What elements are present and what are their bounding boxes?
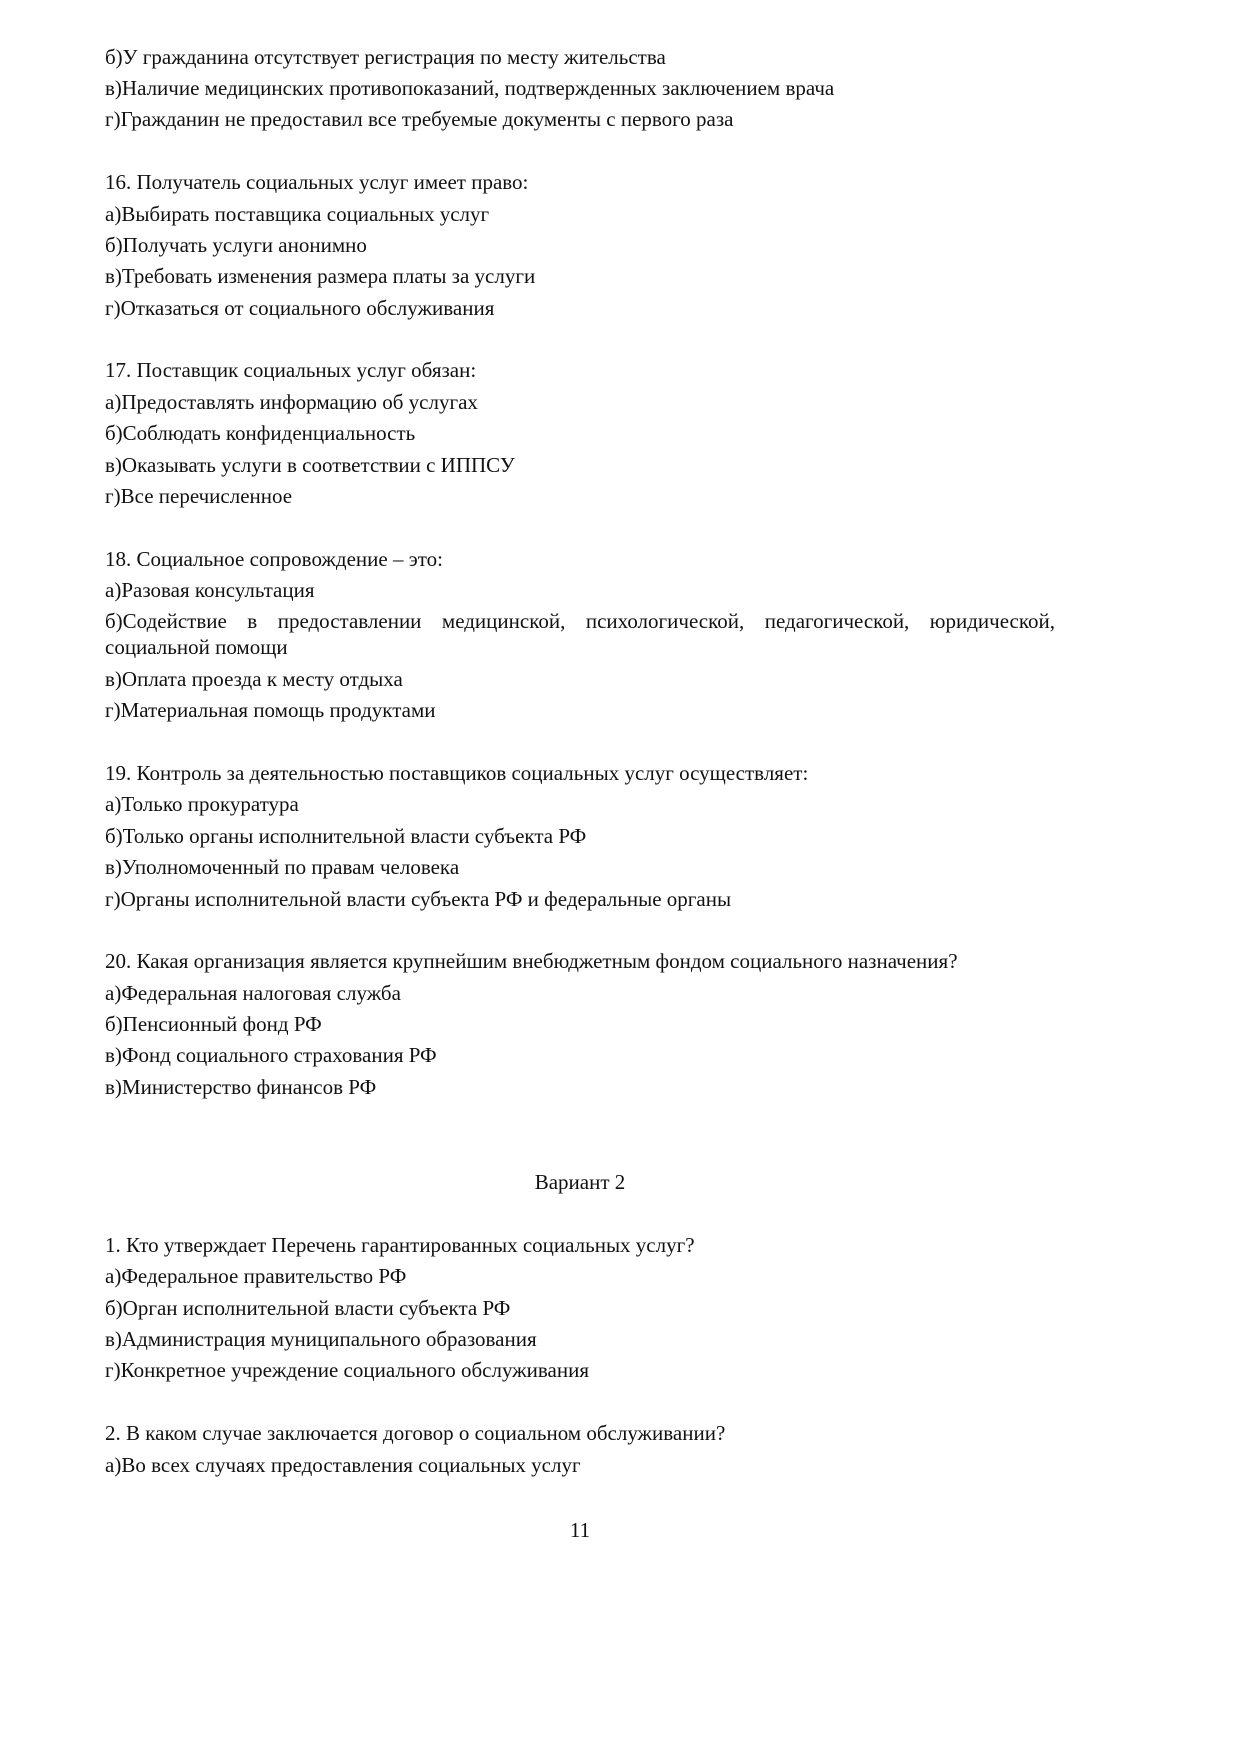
question-block [105,757,1055,914]
answer-option: б)Пенсионный фонд РФ [105,1012,322,1037]
question-block [105,946,1055,1103]
answer-option: г)Отказаться от социального обслуживания [105,295,495,320]
question-block [105,355,1055,512]
answer-option: а)Разовая консультация [105,578,315,603]
answer-option: б)Орган исполнительной власти субъекта РФ [105,1295,511,1320]
question-text: 1. Кто утверждает Перечень гарантированных социальных услуг? [105,1232,695,1257]
question-text: 19. Контроль за деятельностью поставщиков социальных услуг осуществляет: [105,761,809,785]
answer-option: в)Наличие медицинских противопоказаний, подтвержденных заключением врача [105,76,835,101]
answer-option: б)Только органы исполнительной власти субъекта РФ [105,823,587,848]
document-body [105,41,1055,1512]
variant-heading: Вариант 2 [534,1170,626,1195]
question-text: 18. Социальное сопровождение – это: [105,546,443,571]
answer-option: в)Министерство финансов РФ [105,1074,377,1099]
page-number: 11 [569,1518,591,1542]
answer-option: г)Все перечисленное [105,483,293,508]
answer-option: а)Федеральное правительство РФ [105,1264,407,1289]
answer-option: а)Выбирать поставщика социальных услуг [105,201,490,226]
answer-option: в)Фонд социального страхования РФ [105,1043,437,1068]
question-block [105,41,1055,135]
question-text: 20. Какая организация является крупнейшим внебюджетным фондом социального назначения? [105,949,958,974]
answer-option: а)Предоставлять информацию об услугах [105,389,478,414]
answer-option: а)Только прокуратура [105,792,299,817]
answer-option: б)У гражданина отсутствует регистрация по месту жительства [105,44,666,69]
answer-option: в)Оплата проезда к месту отдыха [105,666,403,691]
questions-section-2 [105,1229,1055,1480]
question-text: 17. Поставщик социальных услуг обязан: [105,358,477,383]
answer-option: б)Содействие в предоставлении медицинской, психологической, педагогической, юридической, социальной помощи [105,609,1055,660]
answer-option: а)Во всех случаях предоставления социальных услуг [105,1452,581,1477]
answer-option: в)Оказывать услуги в соответствии с ИППСУ [105,452,515,477]
answer-option: в)Администрация муниципального образования [105,1327,537,1352]
answer-option: в)Уполномоченный по правам человека [105,855,460,880]
question-text: 2. В каком случае заключается договор о социальном обслуживании? [105,1421,726,1446]
answer-option: б)Соблюдать конфиденциальность [105,421,416,446]
answer-option: а)Федеральная налоговая служба [105,980,401,1005]
questions-section-1 [105,41,1055,1102]
question-block [105,1417,1055,1480]
answer-option: в)Требовать изменения размера платы за услуги [105,264,536,289]
question-block [105,543,1055,726]
answer-option: б)Получать услуги анонимно [105,232,367,257]
answer-option: г)Материальная помощь продуктами [105,698,436,723]
answer-option: г)Органы исполнительной власти субъекта РФ и федеральные органы [105,886,732,911]
answer-option: г)Конкретное учреждение социального обслуживания [105,1358,590,1383]
question-block [105,1229,1055,1386]
question-block [105,167,1055,324]
question-text: 16. Получатель социальных услуг имеет право: [105,170,529,195]
answer-option: г)Гражданин не предоставил все требуемые документы с первого раза [105,107,734,132]
